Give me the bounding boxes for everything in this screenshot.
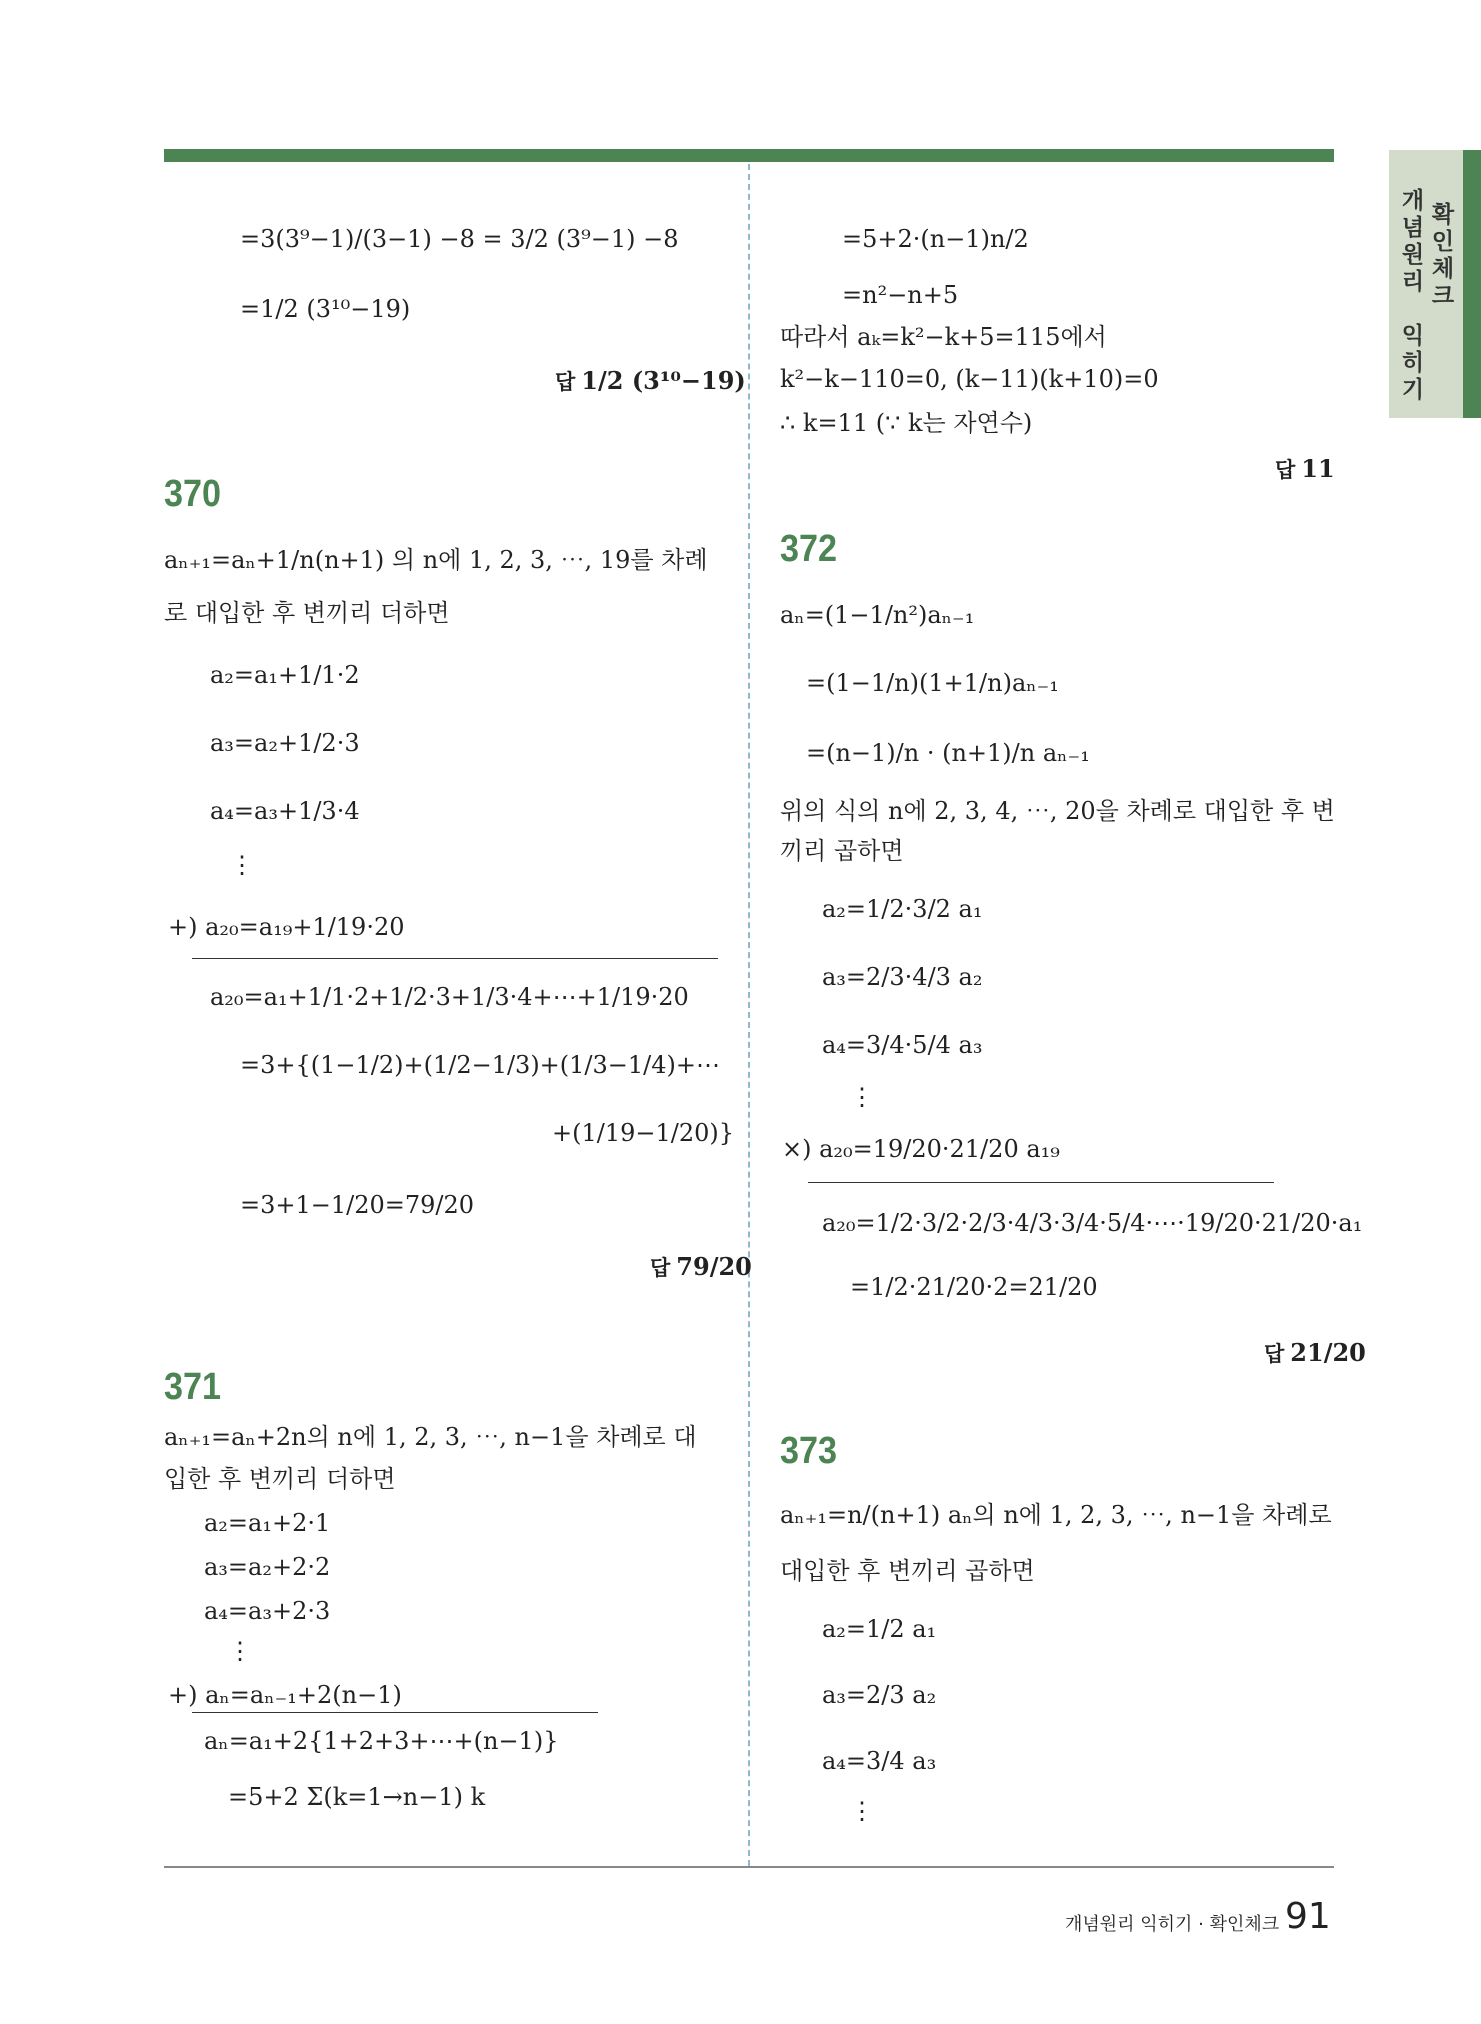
answer: 답 1/2 (3¹⁰−19) <box>555 366 746 395</box>
eq-line: ×) a₂₀=19/20·21/20 a₁₉ <box>782 1135 1060 1163</box>
problem-number: 373 <box>780 1430 838 1472</box>
product-rule <box>808 1182 1274 1183</box>
eq-line: aₙ=a₁+2{1+2+3+⋯+(n−1)} <box>204 1727 559 1755</box>
problem-number: 370 <box>164 473 222 515</box>
eq-line: =3+{(1−1/2)+(1/2−1/3)+(1/3−1/4)+⋯ <box>240 1051 720 1079</box>
page-number: 91 <box>1285 1896 1331 1937</box>
eq-line: a₂=1/2·3/2 a₁ <box>822 895 983 923</box>
intro-line: 입한 후 변끼리 더하면 <box>164 1465 396 1493</box>
intro-line: 끼리 곱하면 <box>780 837 904 865</box>
eq-line: +) aₙ=aₙ₋₁+2(n−1) <box>168 1681 402 1709</box>
intro-line: aₙ₊₁=aₙ+2n의 n에 1, 2, 3, ⋯, n−1을 차례로 대 <box>164 1423 697 1451</box>
eq-line: a₂₀=1/2·3/2·2/3·4/3·3/4·5/4·⋯·19/20·21/20·a₁ <box>822 1209 1363 1237</box>
eq-line: =1/2 (3¹⁰−19) <box>240 295 411 323</box>
eq-line: =(n−1)/n · (n+1)/n aₙ₋₁ <box>806 739 1090 767</box>
answer: 답 21/20 <box>1264 1338 1366 1367</box>
side-tab-col2: 확 인 체 크 <box>1431 202 1455 309</box>
eq-line: a₂=a₁+1/1·2 <box>210 661 360 689</box>
sum-rule <box>192 958 718 959</box>
eq-line: a₂₀=a₁+1/1·2+1/2·3+1/3·4+⋯+1/19·20 <box>210 983 689 1011</box>
text-line: k²−k−110=0, (k−11)(k+10)=0 <box>780 365 1159 393</box>
eq-line: =3+1−1/20=79/20 <box>240 1191 475 1219</box>
eq-line: =3(3⁹−1)/(3−1) −8 = 3/2 (3⁹−1) −8 <box>240 225 679 253</box>
side-tab-stripe <box>1463 150 1481 418</box>
problem-number: 372 <box>780 528 838 570</box>
eq-line: =5+2·(n−1)n/2 <box>842 225 1029 253</box>
eq-line: ⋮ <box>850 1797 874 1825</box>
intro-line: 위의 식의 n에 2, 3, 4, ⋯, 20을 차례로 대입한 후 변 <box>780 797 1335 825</box>
eq-line: a₃=2/3·4/3 a₂ <box>822 963 983 991</box>
intro-line: aₙ₊₁=n/(n+1) aₙ의 n에 1, 2, 3, ⋯, n−1을 차례로 <box>780 1501 1332 1529</box>
eq-line: ⋮ <box>230 851 254 879</box>
eq-line: =(1−1/n)(1+1/n)aₙ₋₁ <box>806 669 1059 697</box>
eq-line: a₃=a₂+1/2·3 <box>210 729 360 757</box>
eq-line: +) a₂₀=a₁₉+1/19·20 <box>168 913 405 941</box>
answer: 답 11 <box>1275 454 1335 483</box>
sum-rule <box>192 1712 598 1713</box>
side-tab-col1: 개 념 원 리 익 히 기 <box>1401 188 1425 403</box>
text-line: ∴ k=11 (∵ k는 자연수) <box>780 409 1033 437</box>
eq-line: +(1/19−1/20)} <box>552 1119 735 1147</box>
eq-line: ⋮ <box>228 1637 252 1665</box>
eq-line: =1/2·21/20·2=21/20 <box>850 1273 1098 1301</box>
header-bar <box>164 149 1334 162</box>
text-line: 따라서 aₖ=k²−k+5=115에서 <box>780 323 1107 351</box>
problem-number: 371 <box>164 1366 222 1408</box>
eq-line: =5+2 Σ(k=1→n−1) k <box>228 1783 486 1811</box>
eq-line: a₂=1/2 a₁ <box>822 1615 937 1643</box>
eq-line: a₄=3/4·5/4 a₃ <box>822 1031 983 1059</box>
footer-rule <box>164 1866 1334 1868</box>
eq-line: aₙ=(1−1/n²)aₙ₋₁ <box>780 601 975 629</box>
intro-line: aₙ₊₁=aₙ+1/n(n+1) 의 n에 1, 2, 3, ⋯, 19를 차례 <box>164 546 708 574</box>
intro-line: 로 대입한 후 변끼리 더하면 <box>164 599 450 627</box>
eq-line: a₃=a₂+2·2 <box>204 1553 331 1581</box>
eq-line: a₃=2/3 a₂ <box>822 1681 937 1709</box>
footer-label: 개념원리 익히기 · 확인체크 <box>1065 1914 1280 1935</box>
intro-line: 대입한 후 변끼리 곱하면 <box>780 1557 1035 1585</box>
eq-line: a₄=a₃+1/3·4 <box>210 797 360 825</box>
answer: 답 79/20 <box>650 1252 752 1281</box>
eq-line: a₄=a₃+2·3 <box>204 1597 331 1625</box>
column-divider <box>748 164 750 1866</box>
eq-line: =n²−n+5 <box>842 281 959 309</box>
chapter-side-tab <box>1389 150 1481 418</box>
eq-line: ⋮ <box>850 1083 874 1111</box>
eq-line: a₂=a₁+2·1 <box>204 1509 331 1537</box>
eq-line: a₄=3/4 a₃ <box>822 1747 937 1775</box>
